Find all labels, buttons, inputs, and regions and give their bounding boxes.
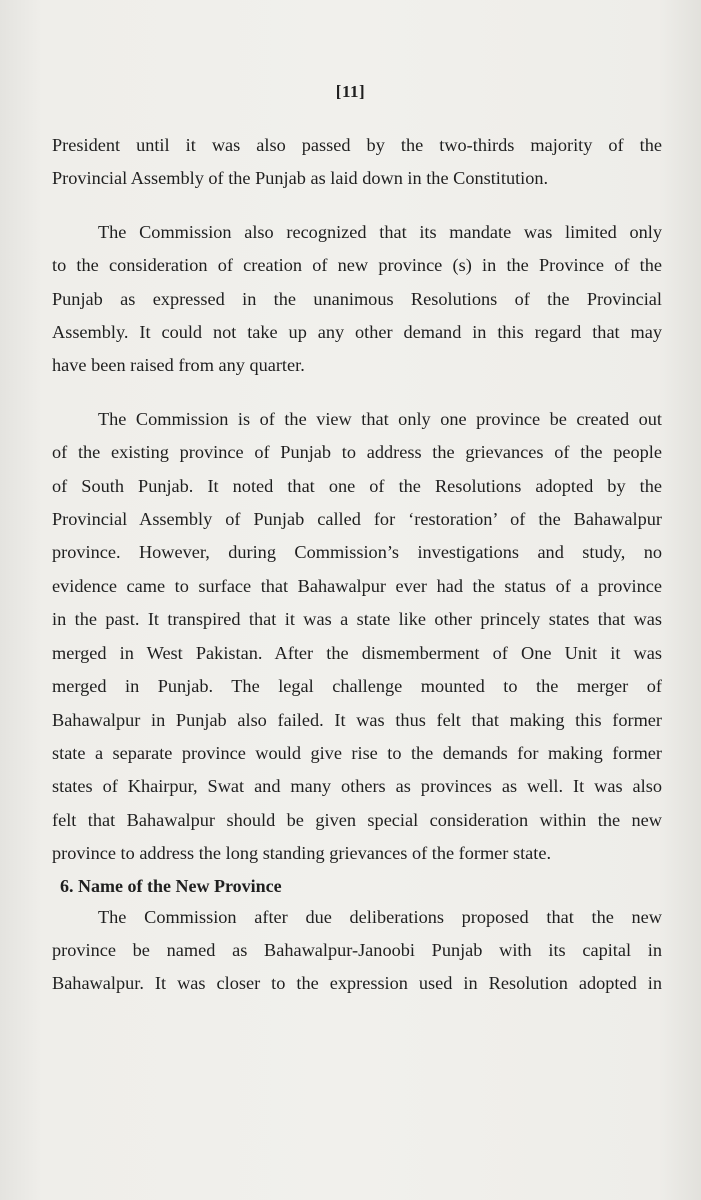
text-line: Provincial Assembly of the Punjab as laid down in the Constitution. bbox=[52, 168, 549, 189]
text-line: The Commission also recognized that its mandate was limited only bbox=[98, 221, 662, 242]
paragraph-gap bbox=[52, 196, 662, 216]
text-line: states of Khairpur, Swat and many others as provinces as well. It was also bbox=[52, 776, 662, 797]
text-line: have been raised from any quarter. bbox=[52, 355, 305, 376]
text-line: of South Punjab. It noted that one of the Resolutions adopted by the bbox=[52, 475, 662, 496]
text-line: in the past. It transpired that it was a state like other princely states that was bbox=[52, 609, 662, 630]
text-line: The Commission is of the view that only one province be created out bbox=[98, 408, 662, 429]
paragraph-3 bbox=[52, 403, 662, 871]
text-line: Punjab as expressed in the unanimous Resolutions of the Provincial bbox=[52, 288, 662, 309]
text-line: of the existing province of Punjab to address the grievances of the people bbox=[52, 442, 662, 463]
paragraph-2 bbox=[52, 216, 662, 383]
text-line: Assembly. It could not take up any other demand in this regard that may bbox=[52, 322, 662, 343]
document-body bbox=[52, 129, 662, 1001]
text-line: merged in West Pakistan. After the dismemberment of One Unit it was bbox=[52, 642, 662, 663]
text-line: province. However, during Commission’s investigations and study, no bbox=[52, 542, 662, 563]
text-line: to the consideration of creation of new province (s) in the Province of the bbox=[52, 255, 662, 276]
paragraph-4 bbox=[52, 901, 662, 1001]
text-line: The Commission after due deliberations proposed that the new bbox=[98, 906, 662, 927]
text-line: evidence came to surface that Bahawalpur ever had the status of a province bbox=[52, 575, 662, 596]
page-number: [11] bbox=[335, 82, 366, 101]
text-line: felt that Bahawalpur should be given special consideration within the new bbox=[52, 809, 662, 830]
text-line: Provincial Assembly of Punjab called for ‘restoration’ of the Bahawalpur bbox=[52, 509, 662, 530]
text-line: province to address the long standing grievances of the former state. bbox=[52, 843, 552, 864]
text-line: province be named as Bahawalpur-Janoobi Punjab with its capital in bbox=[52, 939, 662, 960]
text-line: merged in Punjab. The legal challenge mounted to the merger of bbox=[52, 676, 662, 697]
text-line: Bahawalpur. It was closer to the expression used in Resolution adopted in bbox=[52, 973, 662, 994]
paragraph-gap bbox=[52, 383, 662, 403]
text-line: state a separate province would give rise to the demands for making former bbox=[52, 742, 662, 763]
section-heading: 6. Name of the New Province bbox=[60, 875, 282, 896]
paragraph-1 bbox=[52, 129, 662, 196]
text-line: President until it was also passed by the two-thirds majority of the bbox=[52, 135, 662, 155]
text-line: Bahawalpur in Punjab also failed. It was thus felt that making this former bbox=[52, 709, 662, 730]
